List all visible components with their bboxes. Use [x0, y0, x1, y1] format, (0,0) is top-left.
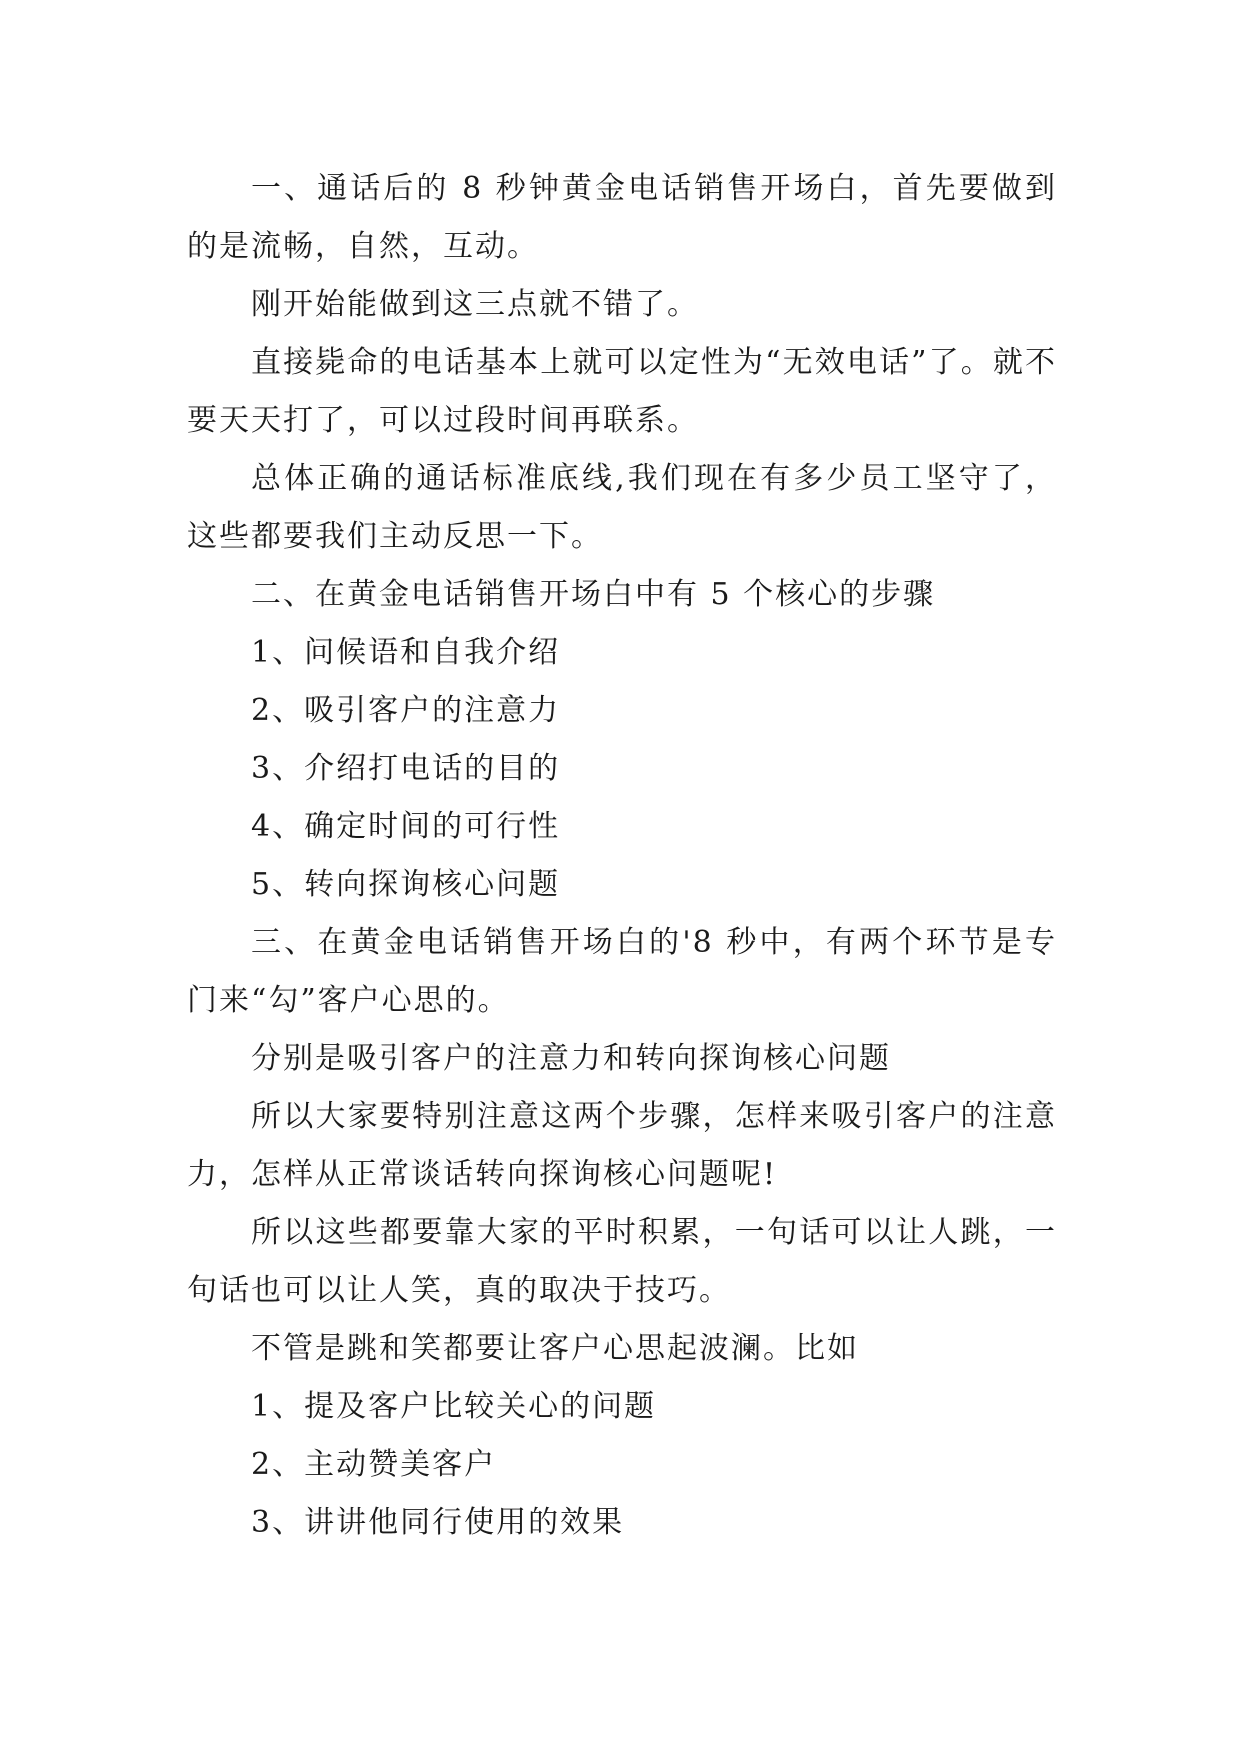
paragraph-stir-client: 不管是跳和笑都要让客户心思起波澜。比如	[251, 1331, 859, 1366]
list-item-step-3: 3、介绍打电话的目的	[251, 751, 561, 786]
list-item-step-2: 2、吸引客户的注意力	[251, 693, 561, 728]
list-item-step-1: 1、问候语和自我介绍	[251, 635, 561, 670]
paragraph-three-points: 刚开始能做到这三点就不错了。	[251, 287, 699, 322]
paragraph-intro-opening-8-seconds: 一、通话后的 8 秒钟黄金电话销售开场白，首先要做到的是流畅，自然，互动。	[187, 171, 1057, 264]
paragraph-baseline: 总体正确的通话标准底线,我们现在有多少员工坚守了，这些都要我们主动反思一下。	[187, 461, 1057, 554]
list-item-example-3: 3、讲讲他同行使用的效果	[251, 1505, 625, 1540]
list-item-step-5: 5、转向探询核心问题	[251, 867, 561, 902]
list-item-step-4: 4、确定时间的可行性	[251, 809, 561, 844]
paragraph-invalid-call: 直接毙命的电话基本上就可以定性为“无效电话”了。就不要天天打了，可以过段时间再联系。	[187, 345, 1057, 438]
list-item-example-1: 1、提及客户比较关心的问题	[251, 1389, 657, 1424]
body-text	[187, 160, 1057, 1552]
paragraph-two-hooks-heading: 三、在黄金电话销售开场白的'8 秒中，有两个环节是专门来“勾”客户心思的。	[187, 925, 1057, 1018]
paragraph-five-steps-heading: 二、在黄金电话销售开场白中有 5 个核心的步骤	[251, 577, 936, 612]
paragraph-pay-attention: 所以大家要特别注意这两个步骤，怎样来吸引客户的注意力，怎样从正常谈话转向探询核心问题呢!	[187, 1099, 1057, 1192]
paragraph-attention-and-core: 分别是吸引客户的注意力和转向探询核心问题	[251, 1041, 891, 1076]
paragraph-accumulation: 所以这些都要靠大家的平时积累，一句话可以让人跳，一句话也可以让人笑，真的取决于技巧。	[187, 1215, 1057, 1308]
list-item-example-2: 2、主动赞美客户	[251, 1447, 497, 1482]
